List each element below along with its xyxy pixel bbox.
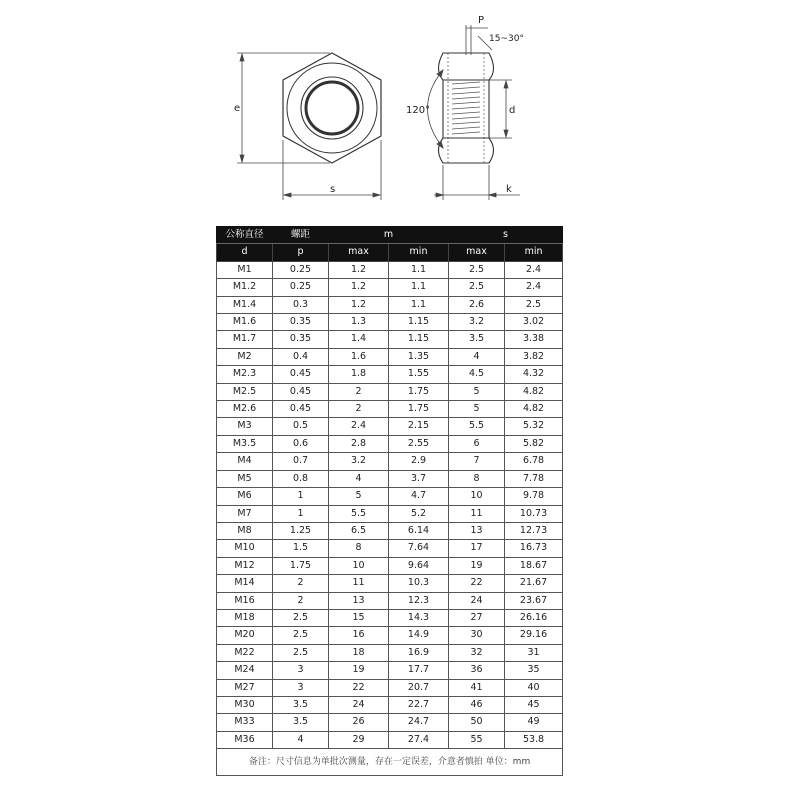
table-cell: 24.7 xyxy=(389,714,449,731)
table-cell: 1.15 xyxy=(389,331,449,348)
table-row xyxy=(217,348,563,365)
table-cell: 1.2 xyxy=(329,279,389,296)
table-cell: 10 xyxy=(329,557,389,574)
table-row xyxy=(217,575,563,592)
thread-inner-circle xyxy=(306,82,358,134)
table-cell: 1.35 xyxy=(389,348,449,365)
table-cell: 3.38 xyxy=(505,331,563,348)
table-cell: 3.7 xyxy=(389,470,449,487)
table-cell: 27 xyxy=(449,609,505,626)
table-row xyxy=(217,522,563,539)
table-row xyxy=(217,331,563,348)
table-cell: 0.45 xyxy=(273,366,329,383)
table-cell: 4.7 xyxy=(389,488,449,505)
table-cell: 40 xyxy=(505,679,563,696)
table-cell: 1.75 xyxy=(389,383,449,400)
table-cell: M2.6 xyxy=(217,401,273,418)
table-cell: M2 xyxy=(217,348,273,365)
table-cell: 15 xyxy=(329,609,389,626)
table-row xyxy=(217,696,563,713)
header-m-max: max xyxy=(329,244,389,261)
table-cell: 1.6 xyxy=(329,348,389,365)
table-cell: 24 xyxy=(449,592,505,609)
table-cell: 23.67 xyxy=(505,592,563,609)
table-cell: 3.2 xyxy=(329,453,389,470)
table-cell: 45 xyxy=(505,696,563,713)
table-cell: 18 xyxy=(329,644,389,661)
table-row xyxy=(217,505,563,522)
table-cell: 53.8 xyxy=(505,731,563,748)
header-s-min: min xyxy=(505,244,563,261)
table-cell: 1.75 xyxy=(273,557,329,574)
table-cell: 2.4 xyxy=(505,279,563,296)
table-cell: 46 xyxy=(449,696,505,713)
table-cell: 0.35 xyxy=(273,331,329,348)
hex-nut-technical-drawing xyxy=(0,0,800,215)
table-cell: M1 xyxy=(217,261,273,278)
table-cell: M6 xyxy=(217,488,273,505)
label-s: s xyxy=(330,184,336,195)
header-m-min: min xyxy=(389,244,449,261)
table-cell: 31 xyxy=(505,644,563,661)
table-cell: 1.55 xyxy=(389,366,449,383)
table-cell: 0.45 xyxy=(273,383,329,400)
table-cell: 10.3 xyxy=(389,575,449,592)
hex-nut-spec-table xyxy=(216,226,563,776)
table-cell: 4.32 xyxy=(505,366,563,383)
table-cell: 50 xyxy=(449,714,505,731)
table-cell: 9.64 xyxy=(389,557,449,574)
table-cell: 12.3 xyxy=(389,592,449,609)
thread-hatching xyxy=(452,82,480,134)
table-cell: 3.02 xyxy=(505,314,563,331)
table-cell: M2.3 xyxy=(217,366,273,383)
table-cell: 26.16 xyxy=(505,609,563,626)
table-cell: 35 xyxy=(505,662,563,679)
table-cell: M12 xyxy=(217,557,273,574)
table-cell: 32 xyxy=(449,644,505,661)
table-cell: 1.1 xyxy=(389,261,449,278)
table-cell: 7 xyxy=(449,453,505,470)
header-nominal-diameter: 公称直径 xyxy=(217,227,273,244)
table-cell: 26 xyxy=(329,714,389,731)
table-row xyxy=(217,435,563,452)
table-cell: 4 xyxy=(449,348,505,365)
table-cell: 6.78 xyxy=(505,453,563,470)
table-cell: M30 xyxy=(217,696,273,713)
label-thread-angle: 120° xyxy=(406,105,431,116)
table-cell: 3.2 xyxy=(449,314,505,331)
table-cell: 1.2 xyxy=(329,296,389,313)
table-cell: 2 xyxy=(273,592,329,609)
table-cell: 55 xyxy=(449,731,505,748)
table-cell: M4 xyxy=(217,453,273,470)
header-row-1 xyxy=(217,227,563,244)
table-cell: 41 xyxy=(449,679,505,696)
table-cell: 2 xyxy=(329,383,389,400)
table-row xyxy=(217,470,563,487)
table-row xyxy=(217,662,563,679)
table-cell: M10 xyxy=(217,540,273,557)
table-cell: M33 xyxy=(217,714,273,731)
table-cell: 49 xyxy=(505,714,563,731)
table-cell: M5 xyxy=(217,470,273,487)
table-cell: M3 xyxy=(217,418,273,435)
table-cell: 3.82 xyxy=(505,348,563,365)
table-cell: 2 xyxy=(329,401,389,418)
table-cell: 1.1 xyxy=(389,279,449,296)
table-cell: 4 xyxy=(273,731,329,748)
table-cell: 2.4 xyxy=(329,418,389,435)
table-cell: M2.5 xyxy=(217,383,273,400)
table-cell: M27 xyxy=(217,679,273,696)
table-cell: 16.9 xyxy=(389,644,449,661)
table-cell: 2.8 xyxy=(329,435,389,452)
table-cell: 1.5 xyxy=(273,540,329,557)
table-cell: M1.2 xyxy=(217,279,273,296)
table-row xyxy=(217,383,563,400)
table-cell: 6.14 xyxy=(389,522,449,539)
table-cell: 3.5 xyxy=(449,331,505,348)
table-cell: M18 xyxy=(217,609,273,626)
header-d: d xyxy=(217,244,273,261)
table-row xyxy=(217,557,563,574)
label-p: P xyxy=(478,15,485,26)
table-row xyxy=(217,540,563,557)
table-cell: 24 xyxy=(329,696,389,713)
table-row xyxy=(217,261,563,278)
table-cell: 8 xyxy=(329,540,389,557)
thread-outer-circle xyxy=(301,77,363,139)
header-s: s xyxy=(449,227,563,244)
table-cell: 20.7 xyxy=(389,679,449,696)
table-cell: M1.6 xyxy=(217,314,273,331)
table-cell: 13 xyxy=(329,592,389,609)
table-cell: 11 xyxy=(449,505,505,522)
table-row xyxy=(217,279,563,296)
table-row xyxy=(217,488,563,505)
label-e: e xyxy=(234,103,241,114)
table-row xyxy=(217,314,563,331)
table-cell: 0.3 xyxy=(273,296,329,313)
table-cell: 11 xyxy=(329,575,389,592)
table-row xyxy=(217,366,563,383)
table-cell: 1.15 xyxy=(389,314,449,331)
table-cell: 1 xyxy=(273,505,329,522)
table-cell: 18.67 xyxy=(505,557,563,574)
table-cell: 7.64 xyxy=(389,540,449,557)
table-cell: 3 xyxy=(273,679,329,696)
table-row xyxy=(217,627,563,644)
table-cell: 3.5 xyxy=(273,714,329,731)
table-cell: 1.4 xyxy=(329,331,389,348)
table-cell: 16.73 xyxy=(505,540,563,557)
table-cell: 1.25 xyxy=(273,522,329,539)
table-cell: 1.75 xyxy=(389,401,449,418)
table-cell: 14.3 xyxy=(389,609,449,626)
table-cell: 10 xyxy=(449,488,505,505)
table-cell: M7 xyxy=(217,505,273,522)
table-row xyxy=(217,453,563,470)
table-cell: 1.8 xyxy=(329,366,389,383)
table-cell: 0.45 xyxy=(273,401,329,418)
table-cell: 0.5 xyxy=(273,418,329,435)
table-cell: 3 xyxy=(273,662,329,679)
table-cell: 0.6 xyxy=(273,435,329,452)
table-cell: 19 xyxy=(449,557,505,574)
header-row-2 xyxy=(217,244,563,261)
table-body xyxy=(217,261,563,748)
table-cell: 0.25 xyxy=(273,261,329,278)
table-cell: 2.6 xyxy=(449,296,505,313)
table-cell: 4.82 xyxy=(505,383,563,400)
table-cell: 22 xyxy=(329,679,389,696)
table-cell: 2.5 xyxy=(449,261,505,278)
table-cell: 2 xyxy=(273,575,329,592)
table-cell: M1.4 xyxy=(217,296,273,313)
table-row xyxy=(217,679,563,696)
table-cell: 29 xyxy=(329,731,389,748)
table-cell: 27.4 xyxy=(389,731,449,748)
table-cell: 22 xyxy=(449,575,505,592)
header-p: p xyxy=(273,244,329,261)
table-cell: M20 xyxy=(217,627,273,644)
table-cell: 16 xyxy=(329,627,389,644)
table-note: 备注：尺寸信息为单批次测量，存在一定误差，介意者慎拍 单位：mm xyxy=(217,749,563,776)
table-cell: 4.5 xyxy=(449,366,505,383)
table-cell: 5.32 xyxy=(505,418,563,435)
label-d: d xyxy=(509,105,516,116)
table-cell: 5.2 xyxy=(389,505,449,522)
table-row xyxy=(217,592,563,609)
table-cell: 8 xyxy=(449,470,505,487)
label-chamfer-angle: 15~30° xyxy=(489,34,524,44)
table-cell: 4 xyxy=(329,470,389,487)
table-cell: 7.78 xyxy=(505,470,563,487)
table-cell: 6.5 xyxy=(329,522,389,539)
table-cell: 2.5 xyxy=(505,296,563,313)
table-cell: 21.67 xyxy=(505,575,563,592)
header-m: m xyxy=(329,227,449,244)
table-cell: 29.16 xyxy=(505,627,563,644)
table-cell: M8 xyxy=(217,522,273,539)
table-cell: M3.5 xyxy=(217,435,273,452)
table-cell: 30 xyxy=(449,627,505,644)
hex-outline xyxy=(283,53,381,163)
table-cell: 17 xyxy=(449,540,505,557)
table-cell: M16 xyxy=(217,592,273,609)
table-cell: M24 xyxy=(217,662,273,679)
table-row xyxy=(217,296,563,313)
table-cell: 17.7 xyxy=(389,662,449,679)
table-cell: 5 xyxy=(329,488,389,505)
table-cell: 2.55 xyxy=(389,435,449,452)
table-cell: M1.7 xyxy=(217,331,273,348)
table-cell: 5.5 xyxy=(449,418,505,435)
table-cell: 9.78 xyxy=(505,488,563,505)
note-row xyxy=(217,749,563,776)
table-cell: 19 xyxy=(329,662,389,679)
table-cell: 5 xyxy=(449,401,505,418)
table-cell: 14.9 xyxy=(389,627,449,644)
table-cell: 4.82 xyxy=(505,401,563,418)
table-row xyxy=(217,714,563,731)
table-cell: 2.4 xyxy=(505,261,563,278)
table-cell: 1.2 xyxy=(329,261,389,278)
table-cell: 2.5 xyxy=(449,279,505,296)
table-cell: 0.25 xyxy=(273,279,329,296)
table-cell: M22 xyxy=(217,644,273,661)
hex-nut-top-view xyxy=(283,53,381,163)
table-cell: 0.8 xyxy=(273,470,329,487)
table-cell: 2.15 xyxy=(389,418,449,435)
table-cell: 0.35 xyxy=(273,314,329,331)
label-k: k xyxy=(506,184,512,195)
table-cell: 2.5 xyxy=(273,609,329,626)
table-cell: 2.9 xyxy=(389,453,449,470)
table-cell: M36 xyxy=(217,731,273,748)
table-cell: 5.5 xyxy=(329,505,389,522)
header-pitch: 螺距 xyxy=(273,227,329,244)
table-cell: 10.73 xyxy=(505,505,563,522)
table-row xyxy=(217,418,563,435)
table-cell: 2.5 xyxy=(273,644,329,661)
table-cell: 36 xyxy=(449,662,505,679)
table-cell: 2.5 xyxy=(273,627,329,644)
table-cell: M14 xyxy=(217,575,273,592)
table-cell: 1 xyxy=(273,488,329,505)
table-cell: 6 xyxy=(449,435,505,452)
header-s-max: max xyxy=(449,244,505,261)
table-row xyxy=(217,401,563,418)
table-cell: 22.7 xyxy=(389,696,449,713)
table-cell: 0.7 xyxy=(273,453,329,470)
table-cell: 13 xyxy=(449,522,505,539)
table-cell: 0.4 xyxy=(273,348,329,365)
table-row xyxy=(217,731,563,748)
table-row xyxy=(217,644,563,661)
table-cell: 1.1 xyxy=(389,296,449,313)
table-cell: 12.73 xyxy=(505,522,563,539)
table-cell: 1.3 xyxy=(329,314,389,331)
table-cell: 5.82 xyxy=(505,435,563,452)
table-cell: 3.5 xyxy=(273,696,329,713)
table-row xyxy=(217,609,563,626)
table-cell: 5 xyxy=(449,383,505,400)
